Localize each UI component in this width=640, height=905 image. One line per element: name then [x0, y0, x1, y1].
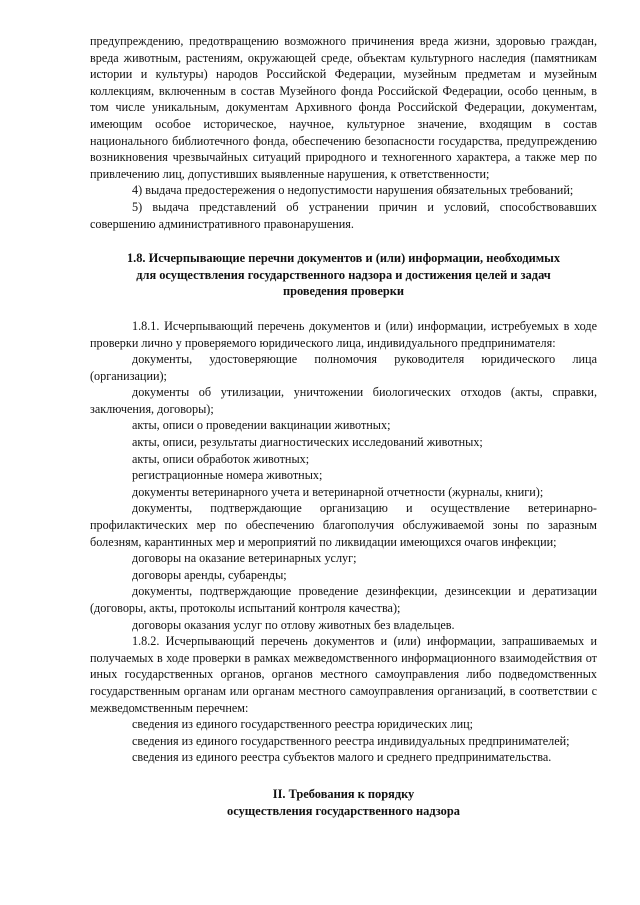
- doc-list-item: документы ветеринарного учета и ветеринарной отчетности (журналы, книги);: [132, 484, 544, 499]
- info-list-item: сведения из единого реестра субъектов малого и среднего предпринимательства.: [132, 750, 552, 765]
- paragraph-continuation: предупреждению, предотвращению возможного причинения вреда жизни, здоровью граждан, вреда животным, растениям, окружающей среде, объектам культурного наследия (памятникам истории и культуры) народов Российской Федерации, музейным предметам и музейным коллекциям, включенным в состав Музейного фонда Российской Федерации, особо ценным, в том числе уникальным, документам Архивного фонда Российской Федерации, документам, имеющим особое историческое, научное, культурное значение, входящим в состав национального библиотечного фонда, обеспечению безопасности государства, предупреждению возникновения чрезвычайных ситуаций природного и техногенного характера, а также мер по привлечению лиц, допустивших выявленные нарушения, к ответственности;: [90, 34, 597, 181]
- doc-list-item: акты, описи, результаты диагностических исследований животных;: [132, 435, 483, 450]
- section-heading-1-8-line1: 1.8. Исчерпывающие перечни документов и (или) информации, необходимых: [126, 251, 561, 266]
- section-heading-1-8: [90, 250, 597, 300]
- doc-list-item: договоры на оказание ветеринарных услуг;: [132, 551, 357, 566]
- info-list-item: сведения из единого государственного реестра индивидуальных предпринимателей;: [132, 733, 570, 748]
- doc-list-item: регистрационные номера животных;: [132, 468, 323, 483]
- list-item-5: 5) выдача представлений об устранении причин и условий, способствовавших совершению административного правонарушения.: [90, 199, 597, 231]
- list-item-4: 4) выдача предостережения о недопустимости нарушения обязательных требований;: [132, 183, 574, 198]
- section-heading-2: [90, 786, 597, 819]
- section-heading-2-line2: осуществления государственного надзора: [227, 803, 460, 818]
- doc-list-item: акты, описи обработок животных;: [132, 451, 310, 466]
- paragraph-1-8-2: 1.8.2. Исчерпывающий перечень документов и (или) информации, запрашиваемых и получаемых в ходе проверки в рамках межведомственного информационного взаимодействия от иных государственных органов, органов местного самоуправления либо подведомственных государственным органам или органам местного самоуправления организаций, в соответствии с межведомственным перечнем:: [90, 634, 597, 715]
- doc-list-item: документы об утилизации, уничтожении биологических отходов (акты, справки, заключения, договоры);: [90, 385, 597, 416]
- document-body: [90, 33, 597, 819]
- doc-list-item: договоры оказания услуг по отлову животных без владельцев.: [132, 617, 455, 632]
- doc-list-item: документы, удостоверяющие полномочия руководителя юридического лица (организации);: [90, 352, 597, 383]
- doc-list-item: договоры аренды, субаренды;: [132, 567, 287, 582]
- paragraph-1-8-1: 1.8.1. Исчерпывающий перечень документов и (или) информации, истребуемых в ходе проверки лично у проверяемого юридического лица, индивидуального предпринимателя:: [90, 318, 597, 350]
- info-list-item: сведения из единого государственного реестра юридических лиц;: [132, 717, 474, 732]
- section-heading-2-line1: II. Требования к порядку: [272, 786, 415, 801]
- doc-list-item: акты, описи о проведении вакцинации животных;: [132, 418, 391, 433]
- doc-list-item: документы, подтверждающие проведение дезинфекции, дезинсекции и дератизации (договоры, акты, протоколы испытаний контроля качества);: [90, 584, 597, 615]
- section-heading-1-8-line2: для осуществления государственного надзора и достижения целей и задач: [136, 267, 551, 282]
- section-heading-1-8-line3: проведения проверки: [282, 284, 405, 299]
- doc-list-item: документы, подтверждающие организацию и осуществление ветеринарно-профилактических мер по обеспечению благополучия обслуживаемой зоны по заразным болезням, карантинных мер и мероприятий по ликвидации имеющихся очагов инфекции;: [90, 501, 597, 549]
